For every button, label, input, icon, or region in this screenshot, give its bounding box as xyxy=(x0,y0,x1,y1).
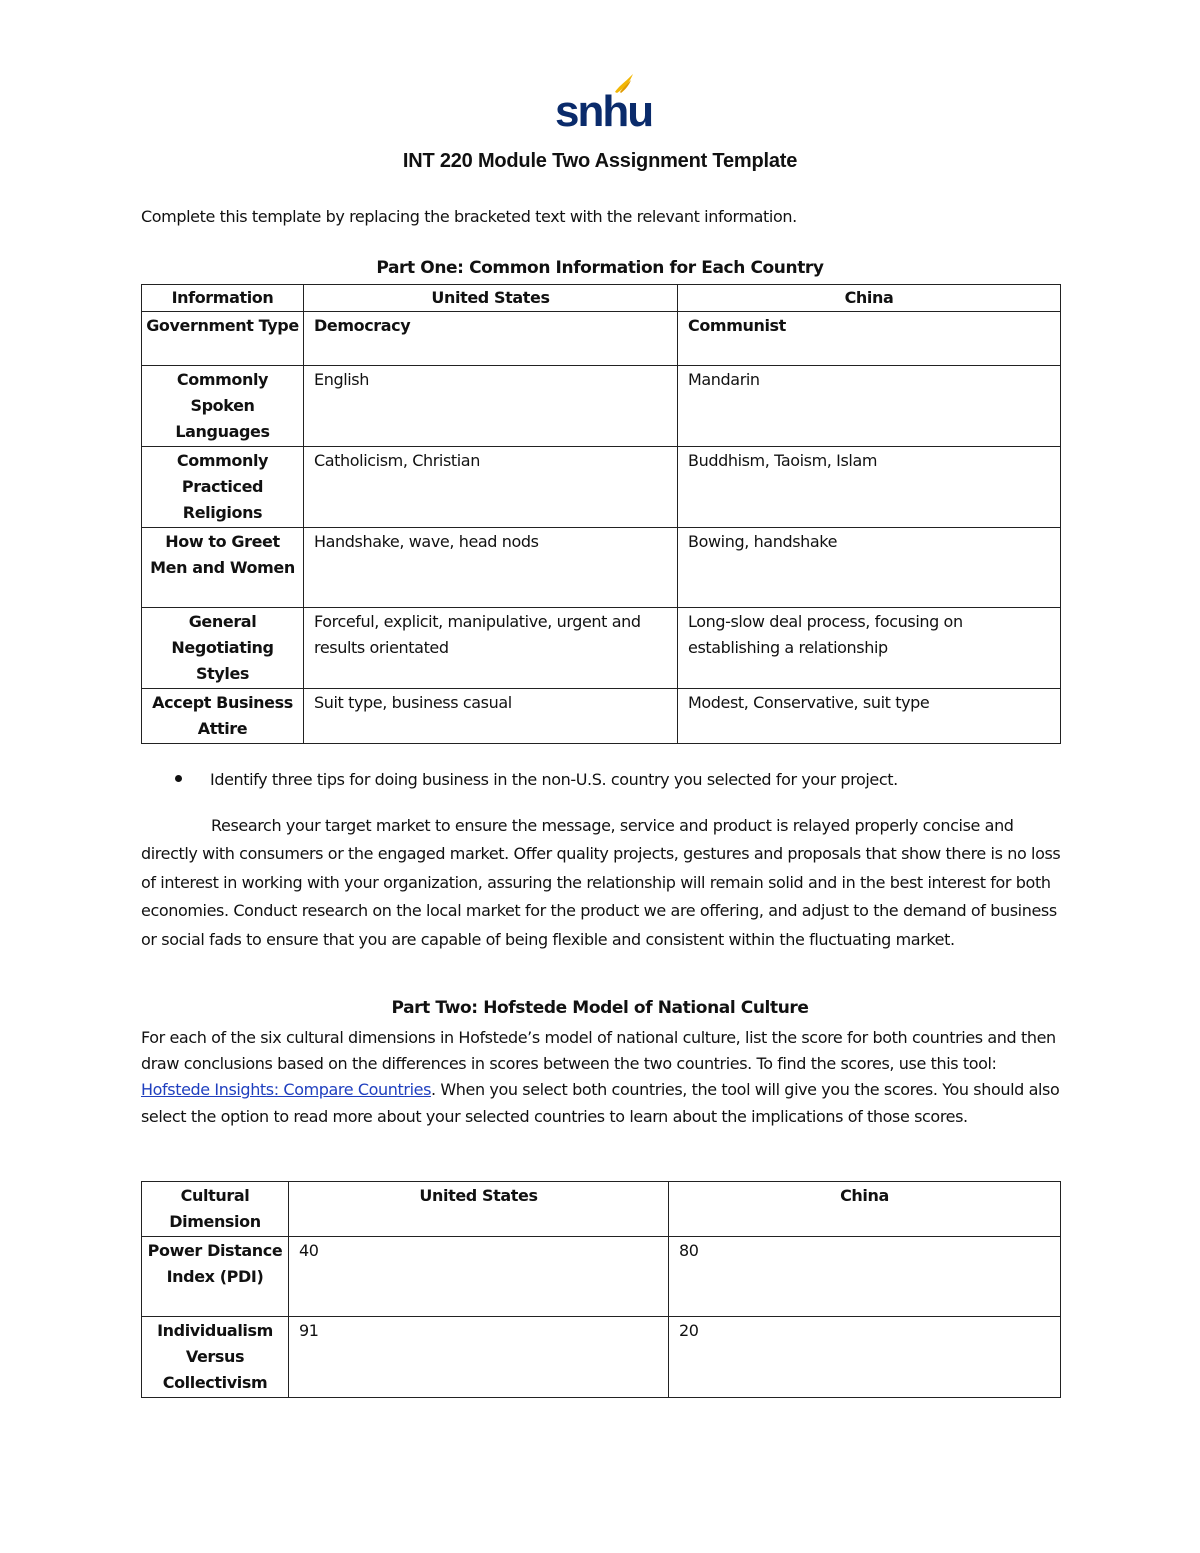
table-row xyxy=(142,312,1061,366)
table-row xyxy=(142,447,1061,528)
intro-text-after-link: . When you select both countries, the tool will give you the scores. You should also select the option to read more about your selected countries to learn about the implications of those scores. xyxy=(141,1080,1060,1126)
china-individualism-score: 20 xyxy=(669,1317,1061,1398)
row-label-greetings: How to Greet Men and Women xyxy=(142,528,304,608)
china-negotiating-styles: Long-slow deal process, focusing on establishing a relationship xyxy=(678,608,1061,689)
row-label-power-distance: Power Distance Index (PDI) xyxy=(142,1237,289,1317)
intro-text-before-link: For each of the six cultural dimensions in Hofstede’s model of national culture, list the score for both countries and then draw conclusions based on the differences in scores between the two countries. To find the scores, use this tool: xyxy=(141,1028,1056,1074)
china-greetings: Bowing, handshake xyxy=(678,528,1061,608)
column-header-united-states: United States xyxy=(289,1182,669,1237)
part-two-heading: Part Two: Hofstede Model of National Culture xyxy=(391,998,809,1018)
row-label-languages: Commonly Spoken Languages xyxy=(142,366,304,447)
logo-text: snhu xyxy=(555,87,653,136)
us-greetings: Handshake, wave, head nods xyxy=(304,528,678,608)
china-government-type: Communist xyxy=(678,312,1061,366)
china-religions: Buddhism, Taoism, Islam xyxy=(678,447,1061,528)
column-header-united-states: United States xyxy=(304,285,678,312)
table-row xyxy=(142,1237,1061,1317)
hofstede-compare-link[interactable]: Hofstede Insights: Compare Countries xyxy=(141,1080,431,1100)
china-power-distance-score: 80 xyxy=(669,1237,1061,1317)
us-government-type: Democracy xyxy=(304,312,678,366)
column-header-cultural-dimension: Cultural Dimension xyxy=(142,1182,289,1237)
us-individualism-score: 91 xyxy=(289,1317,669,1398)
row-label-religions: Commonly Practiced Religions xyxy=(142,447,304,528)
china-languages: Mandarin xyxy=(678,366,1061,447)
us-negotiating-styles: Forceful, explicit, manipulative, urgent and results orientated xyxy=(304,608,678,689)
us-religions: Catholicism, Christian xyxy=(304,447,678,528)
row-label-individualism: Individualism Versus Collectivism xyxy=(142,1317,289,1398)
bullet-text: Identify three tips for doing business in the non-U.S. country you selected for your project. xyxy=(210,770,898,789)
column-header-china: China xyxy=(678,285,1061,312)
us-business-attire: Suit type, business casual xyxy=(304,689,678,744)
table-row xyxy=(142,366,1061,447)
column-header-china: China xyxy=(669,1182,1061,1237)
china-business-attire: Modest, Conservative, suit type xyxy=(678,689,1061,744)
us-power-distance-score: 40 xyxy=(289,1237,669,1317)
instructions-text: Complete this template by replacing the bracketed text with the relevant information. xyxy=(141,207,797,226)
table-header-row xyxy=(142,285,1061,312)
part-two-intro xyxy=(141,1025,1066,1130)
part-one-heading: Part One: Common Information for Each Country xyxy=(376,258,824,278)
table-row xyxy=(142,528,1061,608)
table-row xyxy=(142,1317,1061,1398)
us-languages: English xyxy=(304,366,678,447)
table-header-row xyxy=(142,1182,1061,1237)
row-label-negotiating-styles: General Negotiating Styles xyxy=(142,608,304,689)
tips-paragraph: Research your target market to ensure the message, service and product is relayed properly concise and directly with consumers or the engaged market. Offer quality projects, gestures and proposals that show there is no loss of interest in working with your organization, assuring the relationship will remain solid and in the best interest for both economies. Conduct research on the local market for the product we are offering, and adjust to the demand of business or social fads to ensure that you are capable of being flexible and consistent within the fluctuating market. xyxy=(141,816,1061,949)
bullet-icon xyxy=(175,775,182,782)
column-header-information: Information xyxy=(142,285,304,312)
table-row xyxy=(142,608,1061,689)
row-label-business-attire: Accept Business Attire xyxy=(142,689,304,744)
common-info-table xyxy=(141,284,1061,744)
hofstede-table xyxy=(141,1181,1061,1398)
bullet-item xyxy=(175,770,898,789)
document-title: INT 220 Module Two Assignment Template xyxy=(402,150,798,172)
row-label-government-type: Government Type xyxy=(142,312,304,366)
table-row xyxy=(142,689,1061,744)
snhu-logo xyxy=(555,72,653,136)
